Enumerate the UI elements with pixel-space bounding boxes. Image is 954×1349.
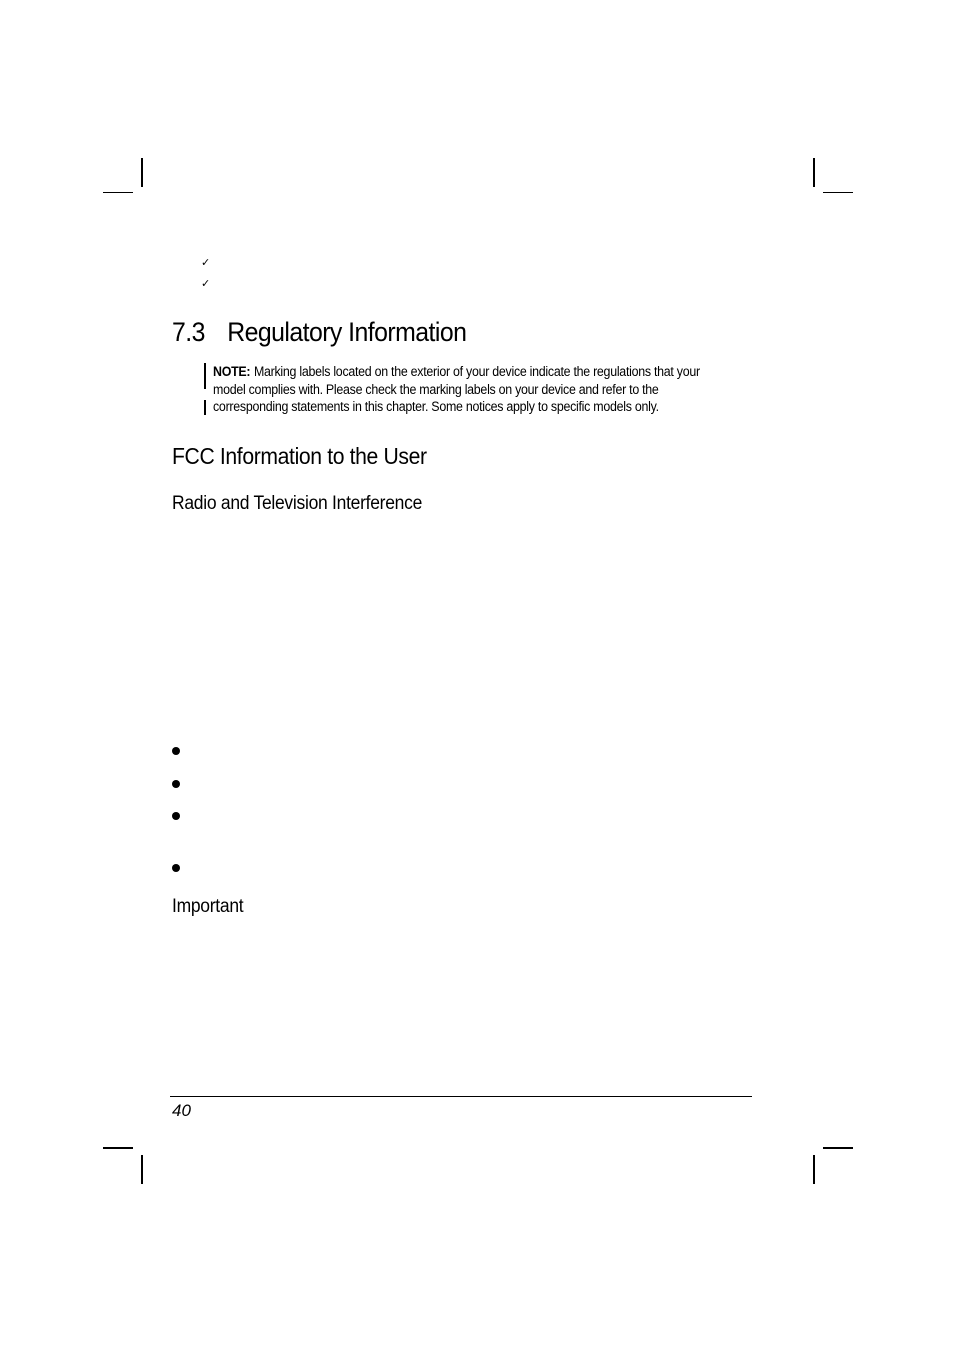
- crop-mark-bottom-left-vertical: [141, 1155, 143, 1184]
- bullet-point: [172, 780, 180, 788]
- note-bar-bottom: [204, 400, 206, 415]
- crop-mark-top-left-horizontal: [103, 192, 133, 193]
- note-line-2: model complies with. Please check the marking labels on your device and refer to the: [213, 381, 659, 397]
- section-number: 7.3: [172, 317, 205, 347]
- checkmark-icon: ✓: [201, 277, 211, 290]
- interference-subheading: Radio and Television Interference: [172, 493, 423, 514]
- crop-mark-bottom-left-horizontal: [103, 1147, 133, 1149]
- page-number: 40: [172, 1101, 191, 1120]
- note-line-1: NOTE: Marking labels located on the exterior of your device indicate the regulations that your: [213, 364, 700, 379]
- crop-mark-top-left-vertical: [141, 158, 143, 187]
- important-heading: Important: [172, 896, 244, 917]
- footer-rule: [170, 1096, 752, 1097]
- note-bar-top: [204, 363, 206, 389]
- note-text: [213, 363, 765, 416]
- crop-mark-bottom-right-horizontal: [823, 1147, 853, 1149]
- section-title: [172, 314, 466, 350]
- crop-mark-top-right-vertical: [813, 158, 815, 187]
- bullet-point: [172, 864, 180, 872]
- section-title-text: Regulatory Information: [227, 317, 467, 347]
- note-block: [204, 363, 764, 416]
- note-label: NOTE:: [213, 364, 251, 379]
- checkmark-icon: ✓: [201, 256, 211, 269]
- fcc-heading: FCC Information to the User: [172, 443, 427, 469]
- crop-mark-bottom-right-vertical: [813, 1155, 815, 1184]
- bullet-point: [172, 747, 180, 755]
- crop-mark-top-right-horizontal: [823, 192, 853, 193]
- bullet-point: [172, 812, 180, 820]
- note-line-3: corresponding statements in this chapter. Some notices apply to specific models only.: [213, 399, 659, 414]
